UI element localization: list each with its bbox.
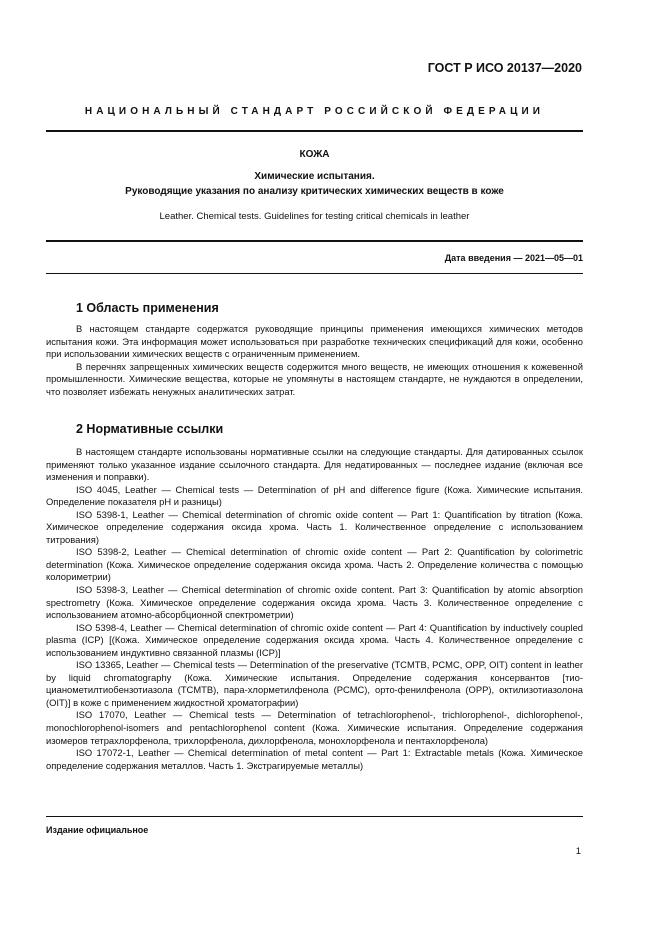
reference-iso-17070: ISO 17070, Leather — Chemical tests — Determination of tetrachlorophenol-, trichlorophenol-, dichlorophenol-, monochlorophenol-isomers and pentachlorophenol content (Кожа. Химические испытания. Определение содержания изомеров тетрахлорфенола, трихлорфенола, дихлорфенола, монохлорфенола и пентахлорфенола) — [46, 709, 583, 746]
reference-iso-5398-4: ISO 5398-4, Leather — Chemical determination of chromic oxide content — Part 4: Quantification by inductively coupled plasma (ICP) [(Кожа. Химическое определение содержания оксида хрома. Часть 4. Количественное определение с использованием индуктивно связанной плазмы (ICP)] — [46, 621, 583, 658]
section-1-paragraph: В перечнях запрещенных химических веществ содержится много веществ, не имеющих отношения к кожевенной промышленности. Химические вещества, которые не упомянуты в настоящем стандарте, не нуждаются в определении, что позволяет избежать ненужных аналитических затрат. — [46, 360, 583, 397]
title-line-2: Руководящие указания по анализу критических химических веществ в коже — [125, 186, 504, 197]
standard-subject: КОЖА — [299, 149, 330, 160]
national-standard-heading: НАЦИОНАЛЬНЫЙ СТАНДАРТ РОССИЙСКОЙ ФЕДЕРАЦИИ — [84, 106, 545, 117]
reference-iso-17072-1: ISO 17072-1, Leather — Chemical determination of metal content — Part 1: Extractable metals (Кожа. Химическое определение содержания металлов. Часть 1. Экстрагируемые металлы) — [46, 747, 583, 771]
document-code: ГОСТ Р ИСО 20137—2020 — [427, 61, 582, 75]
reference-iso-4045: ISO 4045, Leather — Chemical tests — Determination of pH and difference figure (Кожа. Химические испытания. Определение показателя pH и разницы) — [46, 483, 583, 508]
top-divider — [46, 130, 583, 132]
section-1-title: 1 Область применения — [76, 301, 219, 315]
english-title: Leather. Chemical tests. Guidelines for testing critical chemicals in leather — [159, 211, 470, 222]
section-2-title: 2 Нормативные ссылки — [76, 422, 224, 436]
page-number: 1 — [575, 846, 581, 857]
section-1-paragraph: В настоящем стандарте содержатся руководящие принципы применения имеющихся химических методов испытания кожи. Эта информация может использоваться при разработке технических спецификаций для кожи, особенно при использовании химических веществ с ограниченным применением. — [46, 323, 583, 360]
section-2-paragraph: В настоящем стандарте использованы нормативные ссылки на следующие стандарты. Для датированных ссылок применяют только указанное издание ссылочного стандарта. Для недатированных — последнее издание (включая все изменения и поправки). — [46, 446, 583, 483]
introduction-date: Дата введения — 2021—05—01 — [444, 253, 583, 263]
section-1-body — [46, 323, 583, 398]
title-line-1: Химические испытания. — [254, 171, 375, 182]
reference-iso-5398-2: ISO 5398-2, Leather — Chemical determination of chromic oxide content — Part 2: Quantification by colorimetric determination (Кожа. Химическое определение содержания оксида хрома. Часть 2. Определение количества с помощью колориметрии) — [46, 546, 583, 583]
reference-iso-5398-3: ISO 5398-3, Leather — Chemical determination of chromic oxide content. Part 3: Quantification by atomic absorption spectrometry (Кожа. Химическое определение содержания оксида хрома. Часть 3. Количественное определение с использованием атомно-абсорбционной спектрометрии) — [46, 584, 583, 621]
section-2-body — [46, 446, 583, 772]
reference-iso-5398-1: ISO 5398-1, Leather — Chemical determination of chromic oxide content — Part 1: Quantification by titration (Кожа. Химическое определение содержания оксида хрома. Часть 1. Количественное определение с использованием титрования) — [46, 508, 583, 545]
title-divider — [46, 240, 583, 242]
reference-iso-13365: ISO 13365, Leather — Chemical tests — Determination of the preservative (TCMTB, PCMC, OPP, OIT) content in leather by liquid chromatography (Кожа. Химические испытания. Определение содержания консервантов [тио-цианометилтиобензотиазола (TCMTB), пара-хлорметилфенола (PCMC), орто-фенилфенола (OPP), октилизотиазолона (OIT)] в коже с применением жидкостной хроматографии) — [46, 659, 583, 708]
date-divider — [46, 273, 583, 274]
official-edition-label: Издание официальное — [46, 825, 149, 835]
footer-divider — [46, 816, 583, 817]
